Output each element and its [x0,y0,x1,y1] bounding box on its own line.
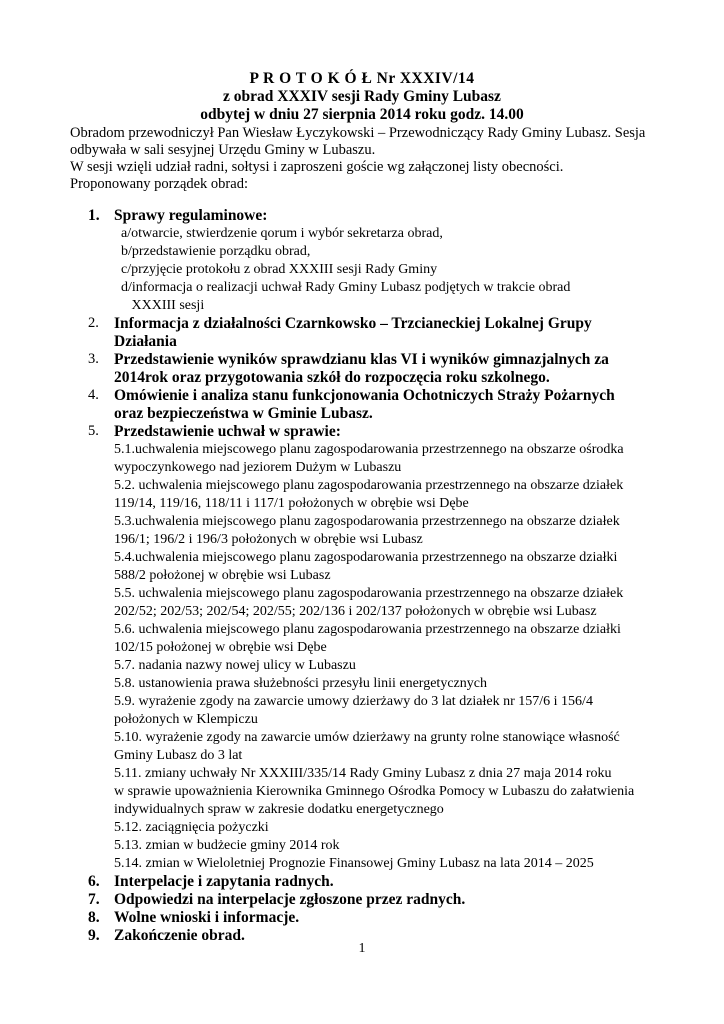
agenda-number: 5. [88,423,99,439]
agenda-heading: oraz bezpieczeństwa w Gminie Lubasz. [114,405,373,422]
agenda-item-8 [88,909,688,927]
resolution-line: 5.11. zmiany uchwały Nr XXXIII/335/14 Rady Gminy Lubasz z dnia 27 maja 2014 roku [114,766,612,781]
resolution-line: 5.3.uchwalenia miejscowego planu zagospodarowania przestrzennego na obszarze działek [114,514,620,529]
resolution-line: 196/1; 196/2 i 196/3 położonych w obrębie wsi Lubasz [114,532,423,547]
agenda-number: 3. [88,351,99,367]
agenda-item-6 [88,873,688,891]
agenda-number: 9. [88,927,100,944]
agenda-subitem: d/informacja o realizacji uchwał Rady Gminy Lubasz podjętych w trakcie obrad [121,280,571,295]
protocol-title: P R O T O K Ó Ł Nr XXXIV/14 [249,70,475,87]
agenda-heading: Informacja z działalności Czarnkowsko – Trzcianeckiej Lokalnej Grupy [114,315,592,332]
intro-line: odbywała w sali sesyjnej Urzędu Gminy w Lubaszu. [70,142,376,158]
resolution-line: 5.14. zmian w Wieloletniej Prognozie Finansowej Gminy Lubasz na lata 2014 – 2025 [114,856,594,871]
agenda-heading: Interpelacje i zapytania radnych. [114,873,334,890]
agenda-item-5 [88,423,688,873]
resolution-line: 5.1.uchwalenia miejscowego planu zagospodarowania przestrzennego na obszarze ośrodka [114,442,624,457]
agenda-number: 6. [88,873,100,890]
agenda-number: 2. [88,315,99,331]
page-number: 1 [358,941,366,956]
resolution-line: 202/52; 202/53; 202/54; 202/55; 202/136 i 202/137 położonych w obrębie wsi Lubasz [114,604,597,619]
resolution-line: 5.8. ustanowienia prawa służebności przesyłu linii energetycznych [114,676,487,691]
intro-line: Obradom przewodniczył Pan Wiesław Łyczykowski – Przewodniczący Rady Gminy Lubasz. Sesja [70,125,646,141]
agenda-item-7 [88,891,688,909]
agenda-list [88,207,688,945]
resolution-line: 588/2 położonej w obrębie wsi Lubasz [114,568,331,583]
resolution-line: 5.4.uchwalenia miejscowego planu zagospodarowania przestrzennego na obszarze działki [114,550,618,565]
agenda-number: 4. [88,387,99,403]
agenda-heading: Przedstawienie wyników sprawdzianu klas VI i wyników gimnazjalnych za [114,351,609,368]
agenda-item-2 [88,315,688,351]
resolution-line: Gminy Lubasz do 3 lat [114,748,243,763]
agenda-subitem: XXXIII sesji [121,298,205,313]
agenda-subitem: a/otwarcie, stwierdzenie qorum i wybór sekretarza obrad, [121,226,443,241]
agenda-heading: Działania [114,333,177,350]
session-date: odbytej w dniu 27 sierpnia 2014 roku godz. 14.00 [200,106,524,123]
resolution-line: 5.5. uchwalenia miejscowego planu zagospodarowania przestrzennego na obszarze działek [114,586,624,601]
agenda-item-3 [88,351,688,387]
resolution-line: 5.2. uchwalenia miejscowego planu zagospodarowania przestrzennego na obszarze działek [114,478,624,493]
resolution-line: 5.13. zmian w budżecie gminy 2014 rok [114,838,340,853]
agenda-heading: Przedstawienie uchwał w sprawie: [114,423,341,440]
resolution-line: indywidualnych spraw w zakresie dodatku energetycznego [114,802,444,817]
resolution-line: 5.6. uchwalenia miejscowego planu zagospodarowania przestrzennego na obszarze działki [114,622,621,637]
agenda-item-1 [88,207,688,315]
agenda-subitem: c/przyjęcie protokołu z obrad XXXIII sesji Rady Gminy [121,262,438,277]
agenda-heading: Omówienie i analiza stanu funkcjonowania Ochotniczych Straży Pożarnych [114,387,615,404]
resolution-line: 102/15 położonej w obrębie wsi Dębe [114,640,327,655]
intro-line: W sesji wzięli udział radni, sołtysi i zaproszeni goście wg załączonej listy obecności. [70,159,564,175]
resolution-line: 5.10. wyrażenie zgody na zawarcie umów dzierżawy na grunty rolne stanowiące własność [114,730,620,745]
session-subtitle: z obrad XXXIV sesji Rady Gminy Lubasz [223,88,501,105]
resolution-line: 5.7. nadania nazwy nowej ulicy w Lubaszu [114,658,356,673]
resolution-line: wypoczynkowego nad jeziorem Dużym w Lubaszu [114,460,402,475]
agenda-heading: 2014rok oraz przygotowania szkół do rozpoczęcia roku szkolnego. [114,369,550,386]
agenda-heading: Odpowiedzi na interpelacje zgłoszone przez radnych. [114,891,466,908]
agenda-item-4 [88,387,688,423]
agenda-heading: Zakończenie obrad. [114,927,245,944]
resolution-line: 5.9. wyrażenie zgody na zawarcie umowy dzierżawy do 3 lat działek nr 157/6 i 156/4 [114,694,593,709]
agenda-heading: Sprawy regulaminowe: [114,207,268,224]
resolution-line: 119/14, 119/16, 118/11 i 117/1 położonych w obrębie wsi Dębe [114,496,469,511]
agenda-subitem: b/przedstawienie porządku obrad, [121,244,311,259]
intro-line: Proponowany porządek obrad: [70,176,248,192]
agenda-number: 1. [88,207,100,224]
resolution-line: 5.12. zaciągnięcia pożyczki [114,820,269,835]
agenda-heading: Wolne wnioski i informacje. [114,909,300,926]
agenda-number: 7. [88,891,100,908]
intro-paragraph [70,125,670,193]
resolution-line: w sprawie upoważnienia Kierownika Gminnego Ośrodka Pomocy w Lubaszu do załatwienia [114,784,635,799]
agenda-number: 8. [88,909,100,926]
resolution-line: położonych w Klempiczu [114,712,258,727]
